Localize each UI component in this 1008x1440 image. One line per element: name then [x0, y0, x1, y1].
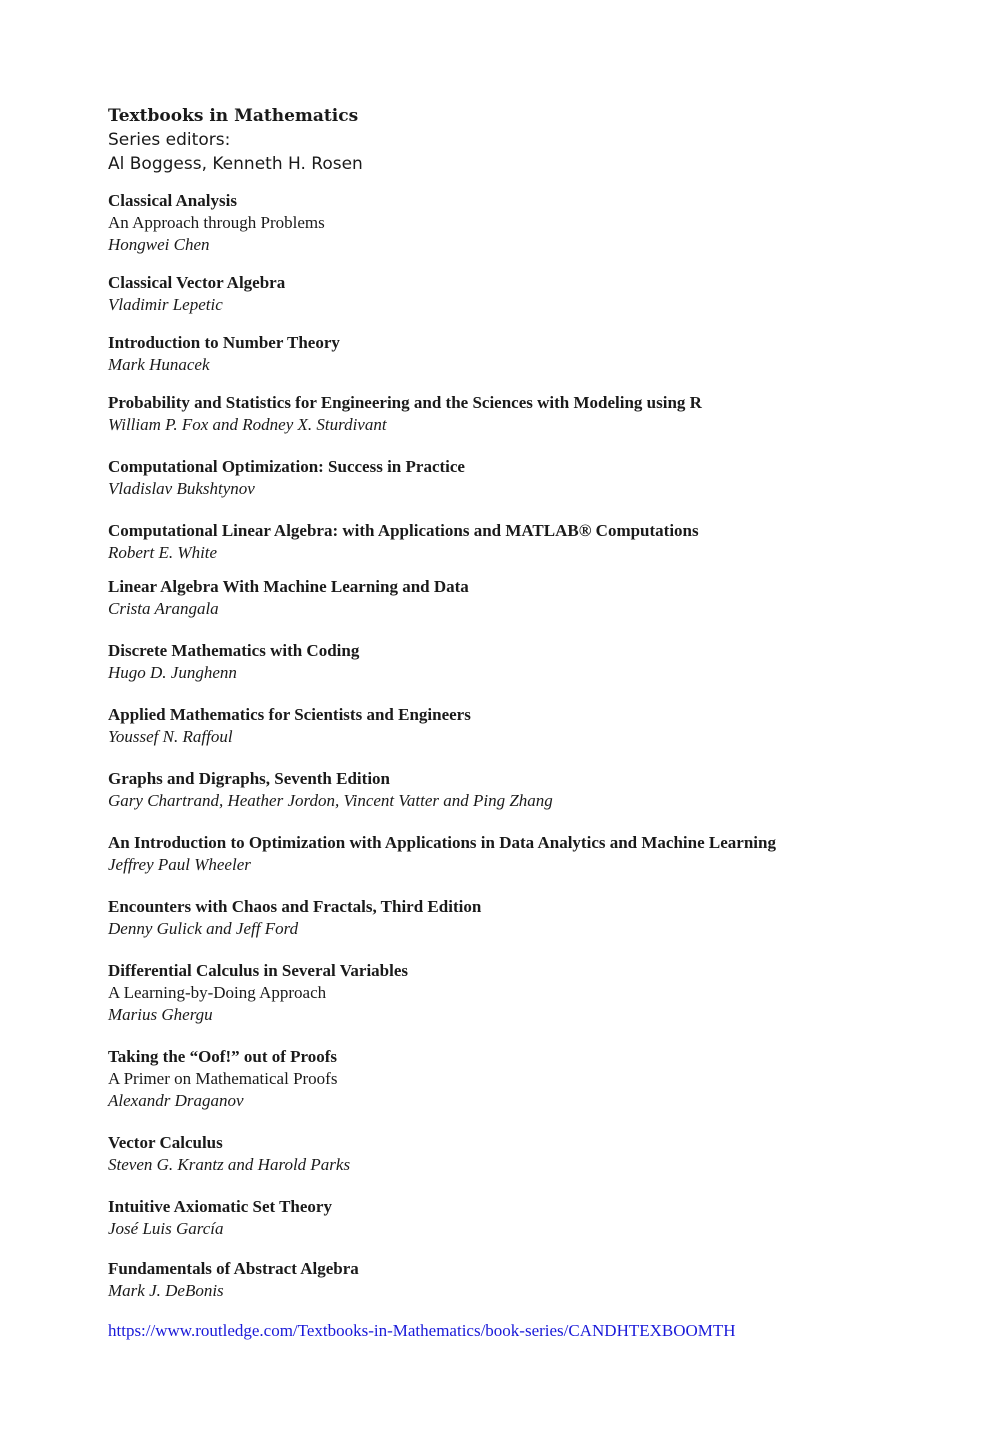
book-entry — [108, 576, 469, 620]
document-page — [108, 104, 968, 1340]
book-authors: José Luis García — [108, 1219, 224, 1238]
book-authors: Vladislav Bukshtynov — [108, 479, 255, 498]
book-authors: Hongwei Chen — [108, 235, 210, 254]
book-authors: Alexandr Draganov — [108, 1091, 244, 1110]
book-authors: Vladimir Lepetic — [108, 295, 223, 314]
book-subtitle: An Approach through Problems — [108, 213, 325, 232]
series-editors-label: Series editors: — [108, 130, 231, 150]
book-title: Introduction to Number Theory — [108, 333, 340, 352]
book-authors: Youssef N. Raffoul — [108, 727, 233, 746]
book-authors: Marius Ghergu — [108, 1005, 213, 1024]
book-entry — [108, 960, 408, 1026]
book-entry — [108, 1258, 359, 1302]
book-subtitle: A Learning-by-Doing Approach — [108, 983, 327, 1002]
book-entry — [108, 332, 340, 376]
book-entry — [108, 1132, 350, 1176]
book-entry — [108, 896, 481, 940]
book-title: An Introduction to Optimization with Applications in Data Analytics and Machine Learning — [108, 833, 776, 852]
book-subtitle: A Primer on Mathematical Proofs — [108, 1069, 338, 1088]
book-authors: Mark J. DeBonis — [108, 1281, 224, 1300]
series-editors: Al Boggess, Kenneth H. Rosen — [108, 154, 363, 174]
book-title: Taking the “Oof!” out of Proofs — [108, 1047, 338, 1066]
book-authors: Robert E. White — [108, 543, 218, 562]
book-entry — [108, 190, 325, 256]
book-entry — [108, 832, 776, 876]
book-entry — [108, 456, 465, 500]
book-authors: Jeffrey Paul Wheeler — [108, 855, 251, 874]
book-title: Differential Calculus in Several Variables — [108, 961, 409, 980]
book-authors: Crista Arangala — [108, 599, 219, 618]
book-authors: Gary Chartrand, Heather Jordon, Vincent Vatter and Ping Zhang — [108, 791, 553, 810]
book-title: Computational Linear Algebra: with Applications and MATLAB® Computations — [108, 521, 699, 540]
book-authors: Steven G. Krantz and Harold Parks — [108, 1155, 351, 1174]
book-authors: William P. Fox and Rodney X. Sturdivant — [108, 415, 387, 434]
book-title: Linear Algebra With Machine Learning and Data — [108, 577, 469, 596]
book-title: Graphs and Digraphs, Seventh Edition — [108, 769, 390, 788]
book-title: Computational Optimization: Success in Practice — [108, 457, 465, 476]
book-authors: Hugo D. Junghenn — [108, 663, 237, 682]
series-header — [108, 104, 968, 176]
book-authors: Mark Hunacek — [108, 355, 210, 374]
book-title: Vector Calculus — [108, 1133, 223, 1152]
series-url-link[interactable]: https://www.routledge.com/Textbooks-in-Mathematics/book-series/CANDHTEXBOOMTH — [108, 1321, 736, 1340]
book-title: Classical Vector Algebra — [108, 273, 286, 292]
book-title: Encounters with Chaos and Fractals, Third Edition — [108, 897, 482, 916]
book-entry — [108, 1046, 337, 1112]
book-entry — [108, 272, 285, 316]
book-entry — [108, 640, 359, 684]
book-authors: Denny Gulick and Jeff Ford — [108, 919, 299, 938]
book-title: Intuitive Axiomatic Set Theory — [108, 1197, 332, 1216]
series-title: Textbooks in Mathematics — [108, 106, 359, 126]
book-entry — [108, 1196, 332, 1240]
book-entry — [108, 704, 471, 748]
book-title: Fundamentals of Abstract Algebra — [108, 1259, 359, 1278]
book-title: Applied Mathematics for Scientists and Engineers — [108, 705, 471, 724]
book-entry — [108, 768, 553, 812]
book-entry — [108, 392, 702, 436]
book-title: Probability and Statistics for Engineering and the Sciences with Modeling using R — [108, 393, 702, 412]
book-title: Discrete Mathematics with Coding — [108, 641, 360, 660]
book-entry — [108, 520, 699, 564]
book-title: Classical Analysis — [108, 191, 237, 210]
